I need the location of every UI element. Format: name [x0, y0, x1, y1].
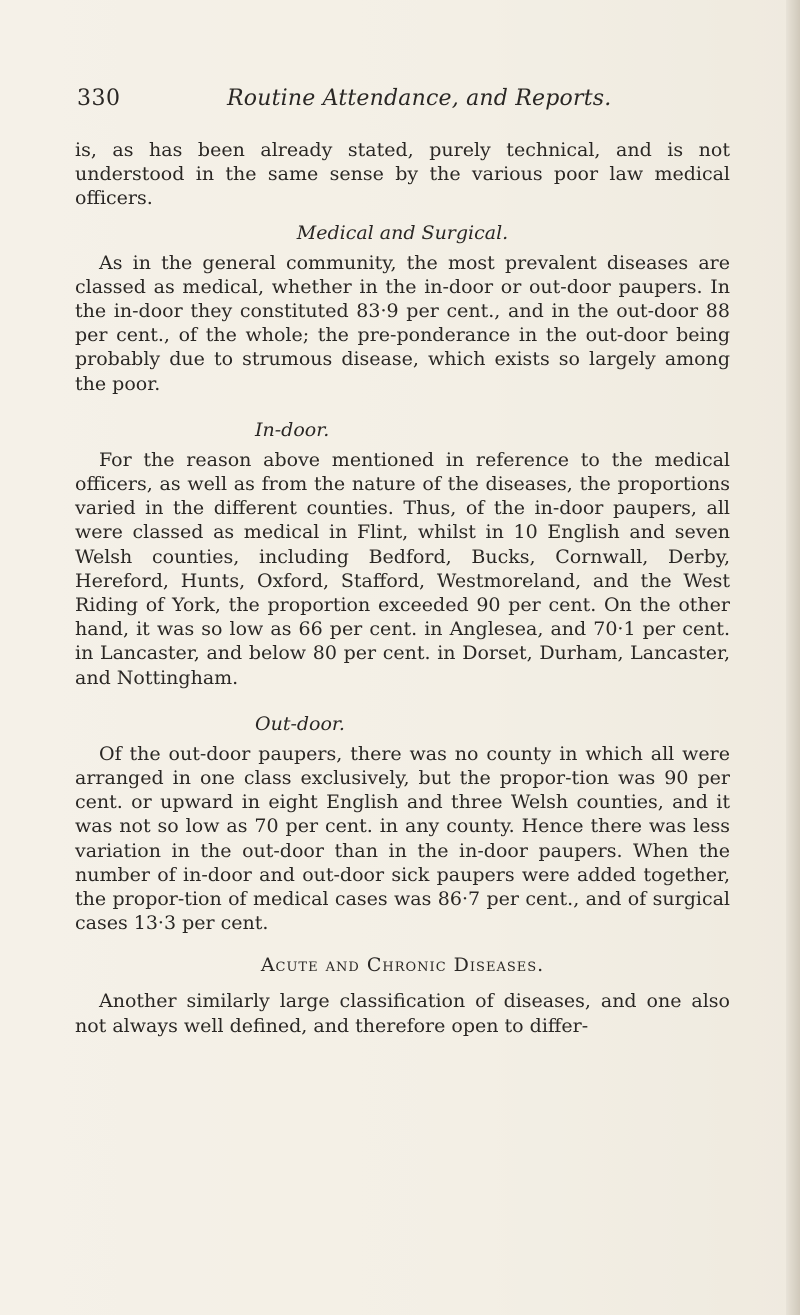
paragraph-out-door: Of the out-door paupers, there was no county in which all were arranged in one class exclusively, but the propor-tion was 90 per cent. or upward in eight English and three Welsh counties, and it was not so low as 70 per cent. in any county. Hence there was less variation in the out-door than in the in-door paupers. When the number of in-door and out-door sick paupers were added together, the propor-tion of medical cases was 86·7 per cent., and of surgical cases 13·3 per cent. — [75, 742, 730, 935]
paragraph-medical-surgical: As in the general community, the most prevalent diseases are classed as medical, whether in the in-door or out-door paupers. In the in-door they constituted 83·9 per cent., and in the out-door 88 per cent., of the whole; the pre-ponderance in the out-door being probably due to strumous disease, which exists so largely among the poor. — [75, 251, 730, 395]
page-edge — [786, 0, 800, 1315]
body-text — [75, 138, 730, 1038]
heading-out-door: Out-door. — [255, 712, 345, 735]
page-number: 330 — [77, 86, 121, 111]
heading-in-door: In-door. — [255, 418, 330, 441]
paragraph-in-door: For the reason above mentioned in reference to the medical officers, as well as from the nature of the diseases, the proportions varied in the different counties. Thus, of the in-door paupers, all were classed as medical in Flint, whilst in 10 English and seven Welsh counties, including Bedford, Bucks, Cornwall, Derby, Hereford, Hunts, Oxford, Stafford, Westmoreland, and the West Riding of York, the proportion exceeded 90 per cent. On the other hand, it was so low as 66 per cent. in Anglesea, and 70·1 per cent. in Lancaster, and below 80 per cent. in Dorset, Durham, Lancaster, and Nottingham. — [75, 448, 730, 689]
running-head: Routine Attendance, and Reports. — [227, 86, 612, 111]
page-header — [77, 86, 727, 118]
heading-acute-chronic: Acute and Chronic Diseases. — [260, 954, 545, 977]
paragraph-acute-chronic: Another similarly large classification of diseases, and one also not always well defined, and therefore open to differ- — [75, 990, 730, 1037]
paragraph-intro: is, as has been already stated, purely technical, and is not understood in the same sense by the various poor law medical officers. — [75, 139, 730, 210]
heading-medical-surgical: Medical and Surgical. — [296, 221, 509, 244]
